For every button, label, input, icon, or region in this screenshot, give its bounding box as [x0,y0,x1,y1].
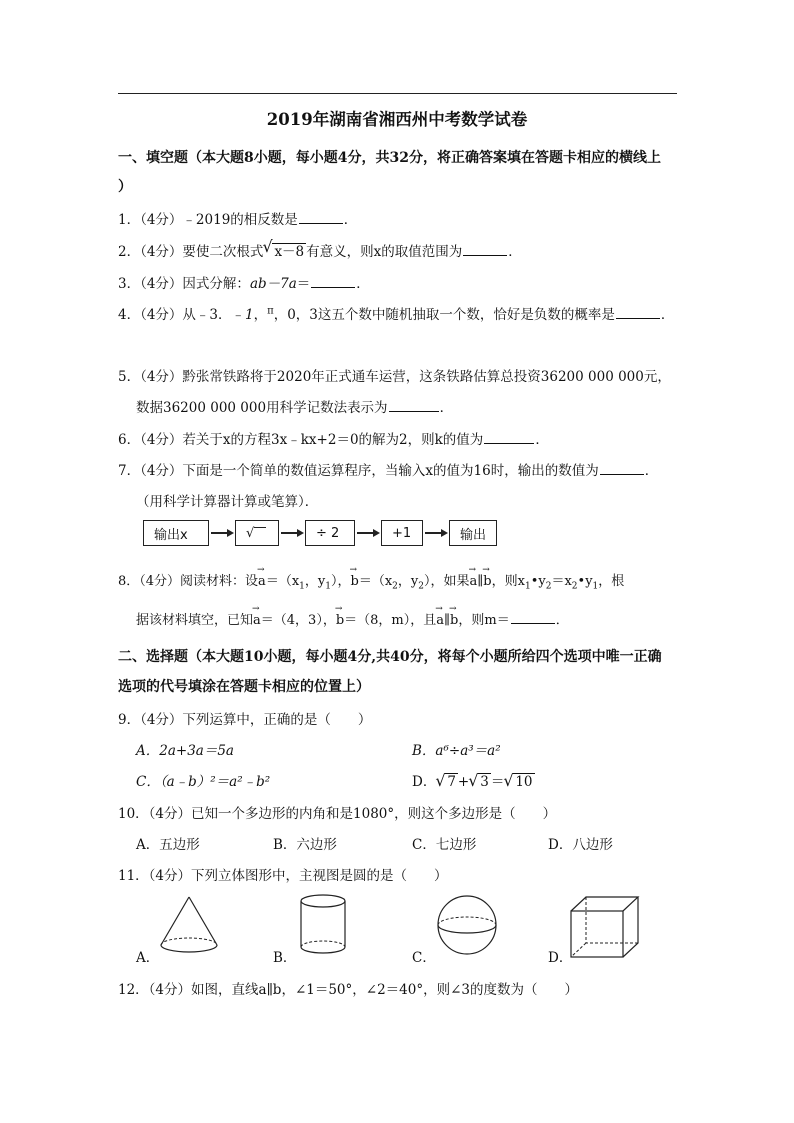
section2-heading-cont: 选项的代号填涂在答题卡相应的位置上） [118,679,370,695]
option-11-D[interactable]: D． [548,950,573,966]
pi-symbol: π [267,305,274,317]
flow-divide-box: ÷ 2 [305,520,355,546]
cube-figure [568,894,640,960]
page-title: 2019年湖南省湘西州中考数学试卷 [266,110,528,129]
section1-heading-cont: ） [118,179,132,195]
question-6: 6．（4分）若关于x的方程3x﹣kx+2＝0的解为2，则k的值为 ． [118,432,549,448]
question-5-cont: 数据36200 000 000用科学记数法表示为 ． [136,400,454,416]
flow-arrow-icon [209,528,235,538]
question-9: 9．（4分）下列运算中，正确的是（ ） [118,712,372,728]
question-8-cont: 据该材料填空，已知→ a＝（4，3），→ b＝（8，m），且→ a∥→ b，则m＝ ． [136,609,569,628]
option-9-B[interactable]: B．a⁶÷a³＝a² [412,743,501,759]
section2-heading: 二、选择题（本大题10小题，每小题4分,共40分，将每个小题所给四个选项中唯一正确 [118,649,662,665]
question-5: 5．（4分）黔张常铁路将于2020年正式通车运营，这条铁路估算总投资36200 000 000元， [118,369,671,385]
answer-blank[interactable] [616,306,660,319]
flow-arrow-icon [279,528,305,538]
option-9-C[interactable]: C．（a﹣b）²＝a²﹣b² [136,774,271,790]
answer-blank[interactable] [311,275,355,288]
cylinder-figure [298,893,348,957]
program-flowchart [143,520,497,546]
answer-blank[interactable] [463,243,507,256]
question-3: 3．（4分）因式分解：ab－7a＝ ． [118,276,370,292]
option-9-D[interactable]: D．√ 7 +√ 3 ＝√ 10 [412,770,535,790]
answer-blank[interactable] [389,399,439,412]
section1-heading: 一、填空题（本大题8小题，每小题4分，共32分，将正确答案填在答题卡相应的横线上 [118,150,661,166]
answer-blank[interactable] [600,462,644,475]
question-11: 11．（4分）下列立体图形中，主视图是圆的是（ ） [118,868,448,884]
option-11-A[interactable]: A． [136,950,160,966]
question-2: 2．（4分）要使二次根式√ x－8 有意义，则x的取值范围为 ． [118,240,522,260]
question-4: 4．（4分）从﹣3．﹣1，$^\pi$，0，3这五个数中随机抽取一个数，恰好是负数的概率是 ． [118,305,675,323]
question-8: 8．（4分）阅读材料：设→ $a=(x_1$，$y_1$），→ $b=(x_2$，$y_2$），如果→ a∥→ b，则$x_1•y_2=x_2•y_1$，根 [118,570,624,592]
flow-output-box: 输出 [449,520,497,546]
option-11-B[interactable]: B． [273,950,297,966]
question-7-note: （用科学计算器计算或笔算）． [136,494,319,510]
flow-arrow-icon [423,528,449,538]
header-rule [118,93,677,94]
question-12: 12．（4分）如图，直线a∥b，∠1＝50°，∠2＝40°，则∠3的度数为（ ） [118,982,579,998]
radical-sign: √ x－8 [263,240,306,260]
sphere-figure [436,894,498,956]
question-10: 10．（4分）已知一个多边形的内角和是1080°，则这个多边形是（ ） [118,806,557,822]
flow-arrow-icon [355,528,381,538]
answer-blank[interactable] [484,431,534,444]
option-9-A[interactable]: A．2a+3a＝5a [136,743,234,759]
option-11-C[interactable]: C． [412,950,436,966]
option-10-B[interactable]: B．六边形 [273,837,337,853]
answer-blank[interactable] [511,611,555,624]
question-7: 7．（4分）下面是一个简单的数值运算程序，当输入x的值为16时，输出的数值为 ． [118,463,659,479]
flow-add-box: +1 [381,520,423,546]
flow-input-box: 输出x [143,520,209,546]
answer-blank[interactable] [299,211,343,224]
cone-figure [158,895,220,955]
option-10-A[interactable]: A．五边形 [136,837,200,853]
option-10-D[interactable]: D．八边形 [548,837,613,853]
option-10-C[interactable]: C．七边形 [412,837,477,853]
flow-sqrt-box: √ [235,520,279,546]
question-1: 1．（4分）﹣2019的相反数是 ． [118,212,358,228]
